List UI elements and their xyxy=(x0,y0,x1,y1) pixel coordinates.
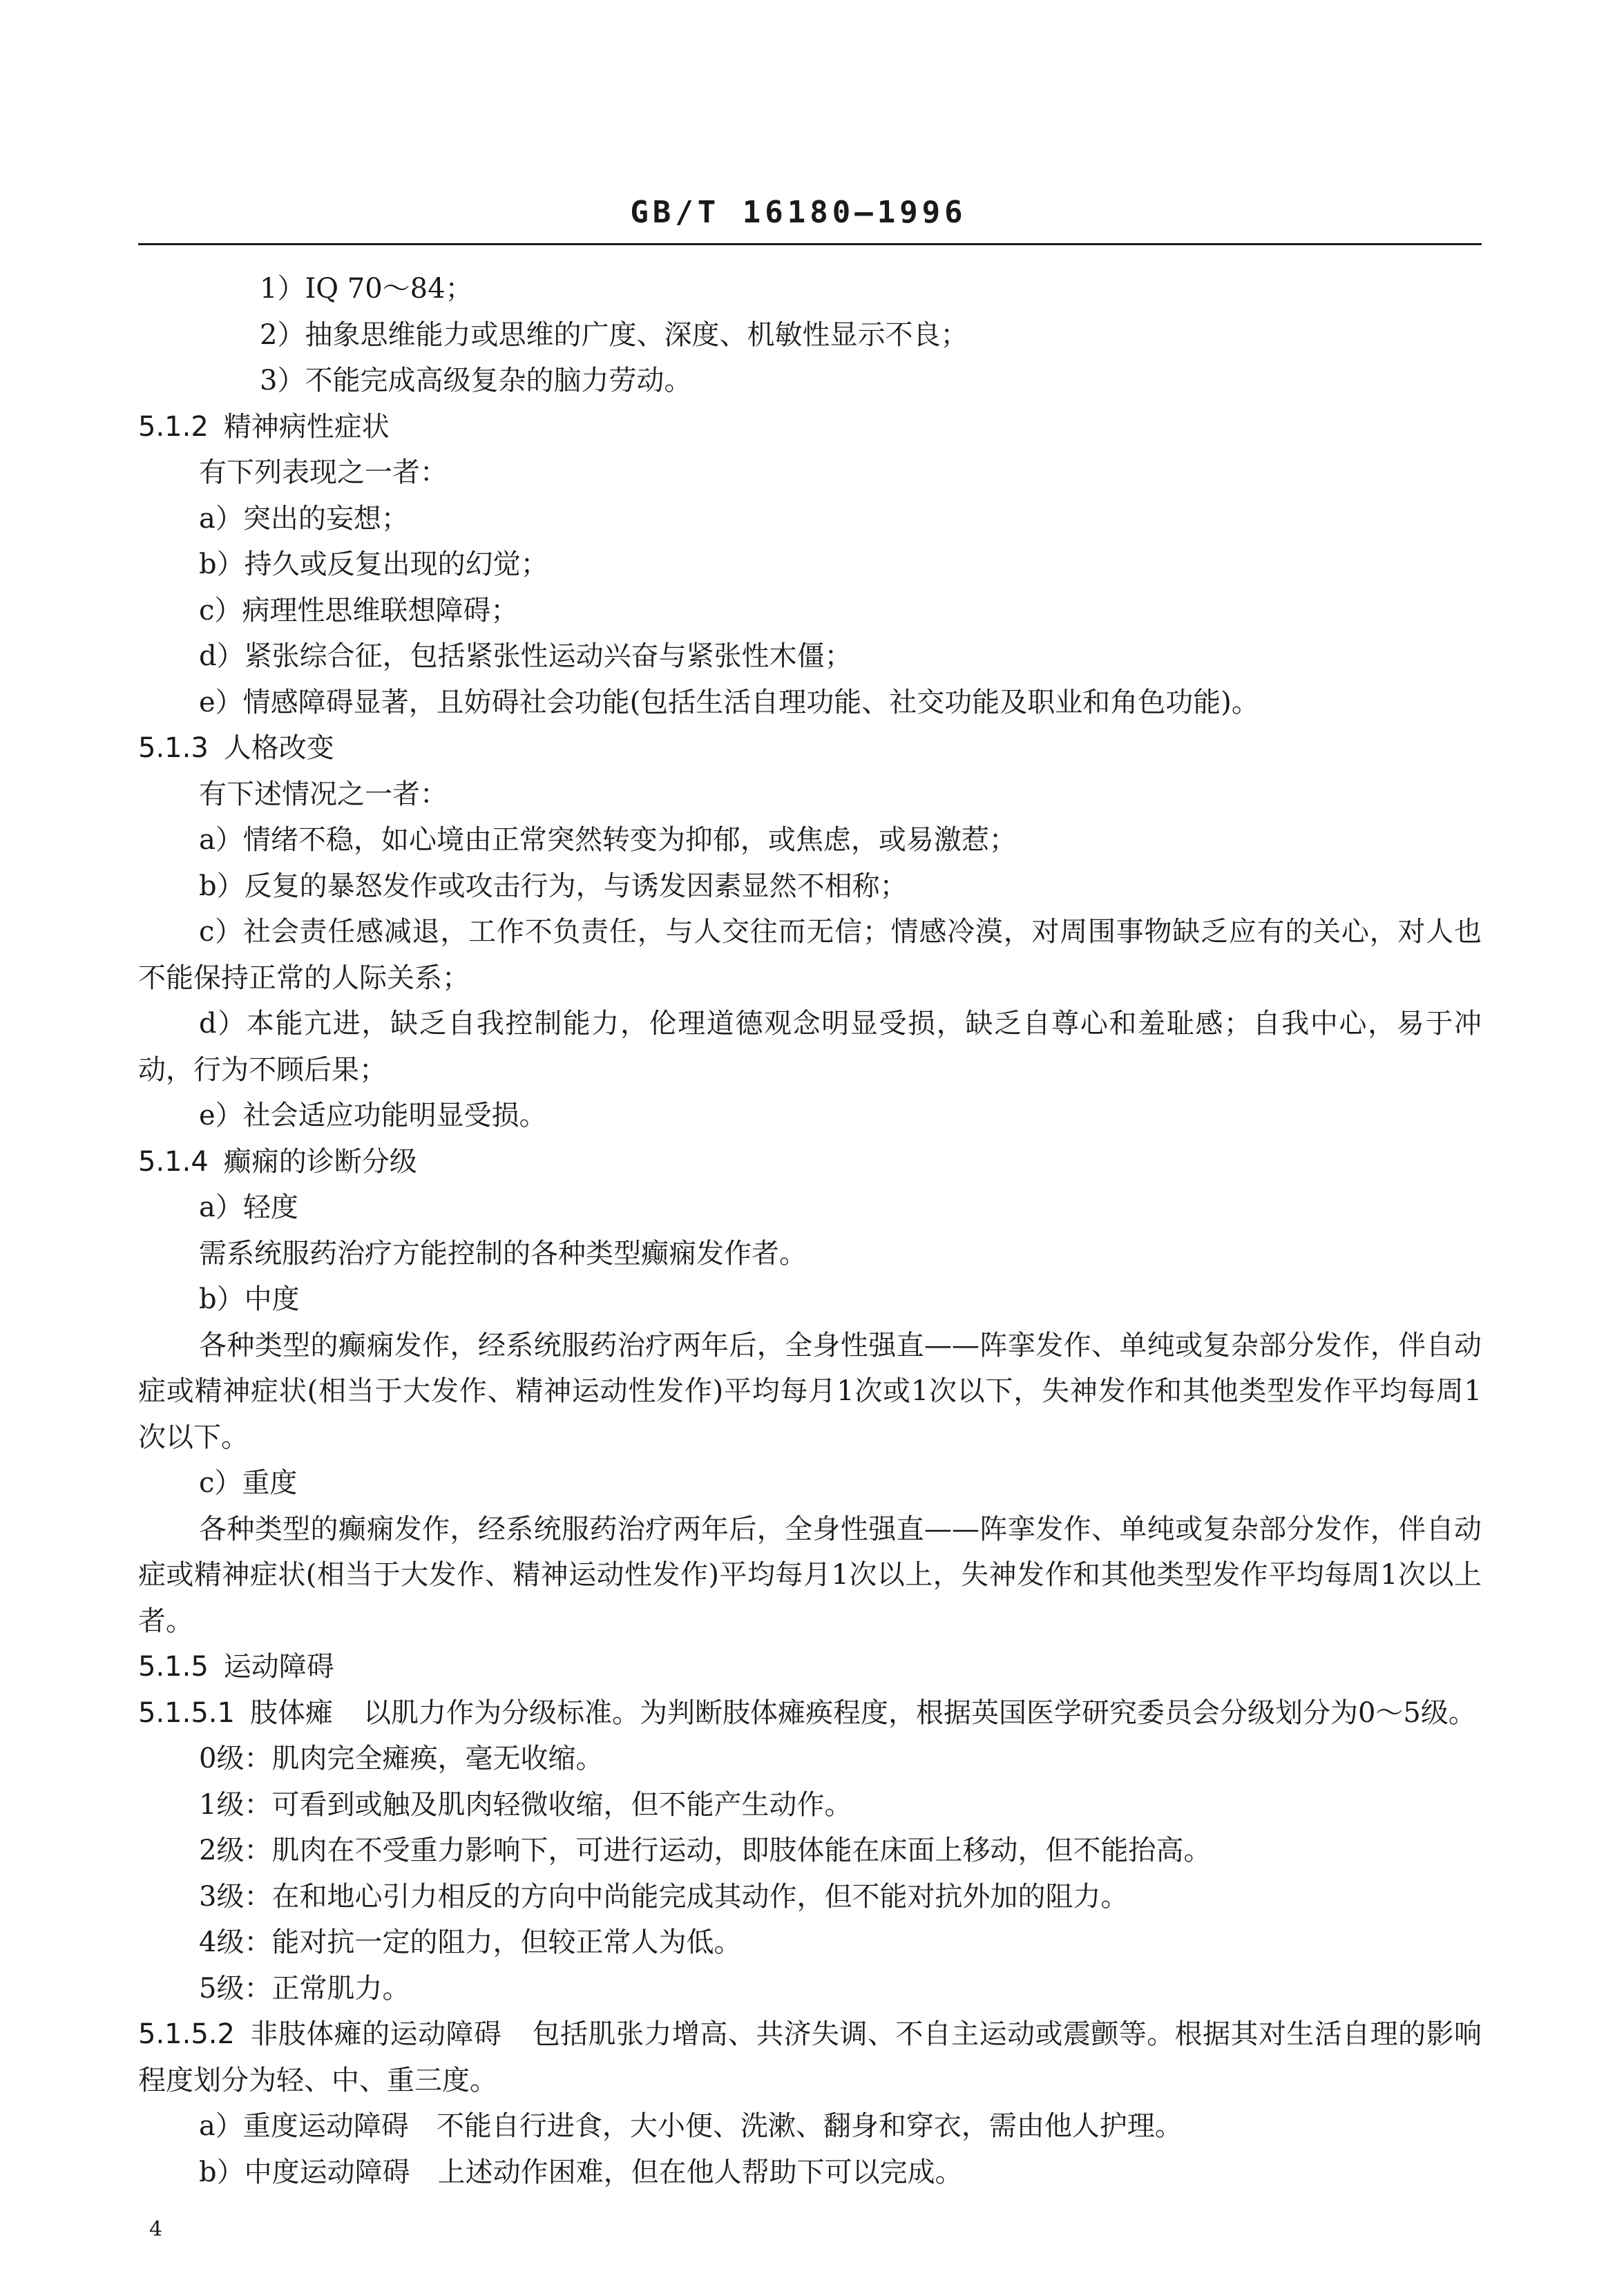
list-item: b）反复的暴怒发作或攻击行为，与诱发因素显然不相称； xyxy=(199,870,908,902)
section-heading-5-1-4 xyxy=(138,1139,1482,1185)
list-item: a）重度运动障碍 不能自行进食，大小便、洗漱、翻身和穿衣，需由他人护理。 xyxy=(199,2110,1183,2142)
list-item: 2）抽象思维能力或思维的广度、深度、机敏性显示不良； xyxy=(260,318,968,351)
list-item: e）社会适应功能明显受损。 xyxy=(199,1100,547,1131)
section-title: 癫痫的诊断分级 xyxy=(223,1145,417,1178)
list-item: b）持久或反复出现的幻觉； xyxy=(199,548,548,580)
section-heading-5-1-2 xyxy=(138,404,1482,450)
section-text: 包括肌张力增高、共济失调、不自主运动或震颤等。根据其对生活自理的影响程度划分为轻、中、重三度。 xyxy=(138,2018,1482,2096)
section-number: 5.1.5.1 xyxy=(138,1696,235,1729)
list-item: d）本能亢进，缺乏自我控制能力，伦理道德观念明显受损，缺乏自尊心和羞耻感；自我中心，易于冲动，行为不顾后果； xyxy=(138,1008,1482,1086)
section-text: 以肌力作为分级标准。为判断肢体瘫痪程度，根据英国医学研究委员会分级划分为0～5级。 xyxy=(363,1696,1476,1729)
paragraph: 各种类型的癫痫发作，经系统服药治疗两年后，全身性强直——阵挛发作、单纯或复杂部分发作，伴自动症或精神症状(相当于大发作、精神运动性发作)平均每月1次或1次以下，失神发作和其他类型发作平均每周1次以下。 xyxy=(138,1329,1482,1453)
section-heading-5-1-3 xyxy=(138,725,1482,772)
grade-item: 1级：可看到或触及肌肉轻微收缩，但不能产生动作。 xyxy=(199,1788,852,1821)
grade-item: 0级：肌肉完全瘫痪，毫无收缩。 xyxy=(199,1743,604,1774)
page-body xyxy=(138,266,1482,2195)
list-item: c）病理性思维联想障碍； xyxy=(199,594,519,626)
subsection-label: a）轻度 xyxy=(199,1192,298,1223)
paragraph: 有下列表现之一者： xyxy=(199,457,448,488)
list-item: d）紧张综合征，包括紧张性运动兴奋与紧张性木僵； xyxy=(199,640,852,672)
section-heading-5-1-5-2 xyxy=(138,2011,1482,2103)
list-item: 1）IQ 70～84； xyxy=(260,273,473,305)
section-number: 5.1.5 xyxy=(138,1651,209,1683)
section-title: 精神病性症状 xyxy=(223,410,390,443)
section-title: 肢体瘫 xyxy=(249,1696,333,1729)
list-item: b）中度运动障碍 上述动作困难，但在他人帮助下可以完成。 xyxy=(199,2156,963,2188)
paragraph: 有下述情况之一者： xyxy=(199,778,448,810)
section-number: 5.1.4 xyxy=(138,1145,209,1178)
list-item: c）社会责任感减退，工作不负责任，与人交往而无信；情感冷漠，对周围事物缺乏应有的关心，对人也不能保持正常的人际关系； xyxy=(138,916,1482,994)
subsection-label: c）重度 xyxy=(199,1467,298,1499)
list-item: a）情绪不稳，如心境由正常突然转变为抑郁，或焦虑，或易激惹； xyxy=(199,824,1017,856)
section-heading-5-1-5 xyxy=(138,1644,1482,1690)
list-item: 3）不能完成高级复杂的脑力劳动。 xyxy=(260,365,692,396)
page-header: GB/T 16180—1996 xyxy=(630,195,967,230)
section-title: 人格改变 xyxy=(223,732,334,764)
section-title: 非肢体瘫的运动障碍 xyxy=(249,2018,502,2050)
subsection-label: b）中度 xyxy=(199,1283,300,1315)
section-number: 5.1.2 xyxy=(138,410,209,443)
grade-item: 2级：肌肉在不受重力影响下，可进行运动，即肢体能在床面上移动，但不能抬高。 xyxy=(199,1835,1212,1866)
list-item: e）情感障碍显著，且妨碍社会功能(包括生活自理功能、社交功能及职业和角色功能)。 xyxy=(199,686,1259,718)
paragraph: 需系统服药治疗方能控制的各种类型癫痫发作者。 xyxy=(199,1237,807,1270)
section-heading-5-1-5-1 xyxy=(138,1690,1482,1737)
page-number: 4 xyxy=(149,2217,163,2241)
section-number: 5.1.5.2 xyxy=(138,2018,235,2050)
header-rule xyxy=(138,243,1482,245)
section-title: 运动障碍 xyxy=(223,1651,334,1683)
section-number: 5.1.3 xyxy=(138,732,209,764)
grade-item: 5级：正常肌力。 xyxy=(199,1972,410,2005)
paragraph: 各种类型的癫痫发作，经系统服药治疗两年后，全身性强直——阵挛发作、单纯或复杂部分发作，伴自动症或精神症状(相当于大发作、精神运动性发作)平均每月1次以上，失神发作和其他类型发作平均每周1次以上者。 xyxy=(138,1513,1482,1637)
list-item: a）突出的妄想； xyxy=(199,502,409,535)
grade-item: 4级：能对抗一定的阻力，但较正常人为低。 xyxy=(199,1926,742,1958)
grade-item: 3级：在和地心引力相反的方向中尚能完成其动作，但不能对抗外加的阻力。 xyxy=(199,1880,1129,1913)
